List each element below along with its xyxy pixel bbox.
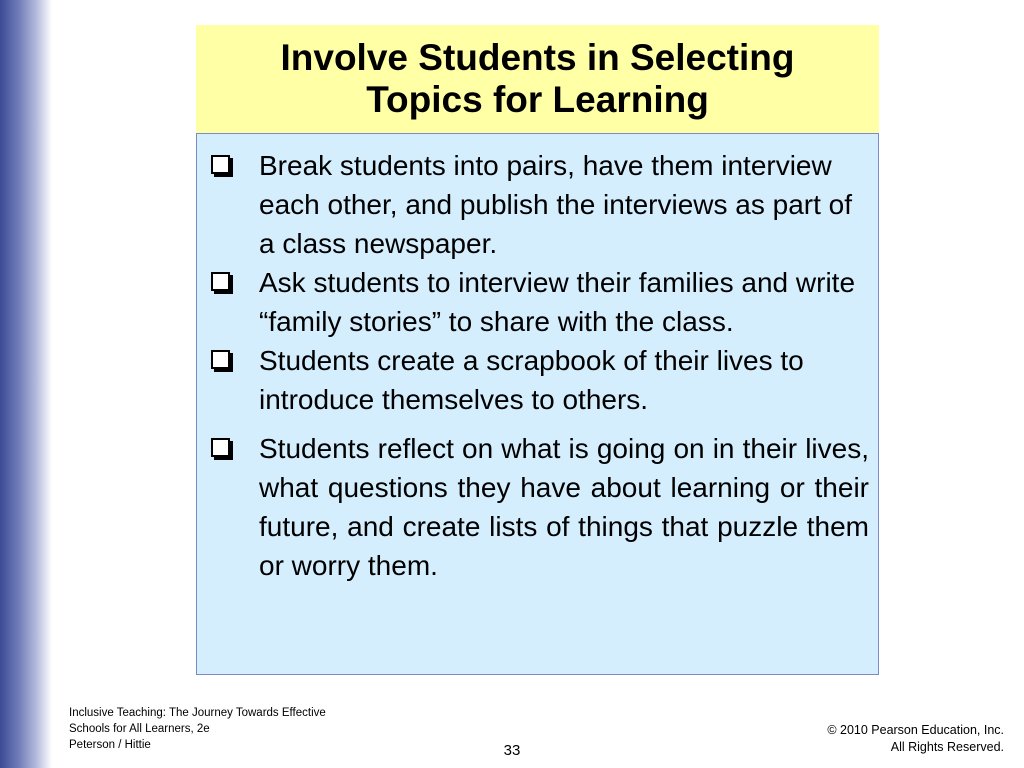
bullet-text: Students reflect on what is going on in their lives, what questions they have about learning or their future, and create lists of things that puzzle them or worry them. — [259, 433, 869, 581]
checkbox-bullet-icon — [211, 350, 230, 369]
bullet-text: Students create a scrapbook of their lives to introduce themselves to others. — [259, 345, 804, 415]
bullet-item — [207, 146, 869, 263]
slide-title-line-2: Topics for Learning — [366, 79, 709, 120]
footer-authors: Peterson / Hittie — [69, 739, 151, 751]
title-box — [196, 25, 879, 133]
page-number: 33 — [503, 742, 521, 759]
footer-book-title-line-2: Schools for All Learners, 2e — [69, 723, 210, 735]
checkbox-bullet-icon — [211, 155, 230, 174]
footer-book-title-line-1: Inclusive Teaching: The Journey Towards Effective — [69, 707, 326, 719]
bullet-item — [207, 429, 869, 585]
slide-title-line-1: Involve Students in Selecting — [280, 37, 795, 78]
bullet-item — [207, 341, 869, 419]
checkbox-bullet-icon — [211, 272, 230, 291]
copyright-text: © 2010 Pearson Education, Inc. — [827, 723, 1004, 737]
footer-copyright — [827, 722, 1004, 756]
bullet-list — [207, 146, 869, 585]
content-box — [196, 133, 879, 675]
rights-text: All Rights Reserved. — [890, 740, 1004, 754]
bullet-text: Ask students to interview their families and write “family stories” to share with the class. — [259, 267, 856, 337]
bullet-text: Break students into pairs, have them interview each other, and publish the interviews as part of a class newspaper. — [259, 150, 853, 259]
footer-book-info — [69, 705, 326, 753]
bullet-item — [207, 263, 869, 341]
decorative-side-bar — [0, 0, 52, 768]
checkbox-bullet-icon — [211, 438, 230, 457]
slide-title — [281, 37, 795, 121]
